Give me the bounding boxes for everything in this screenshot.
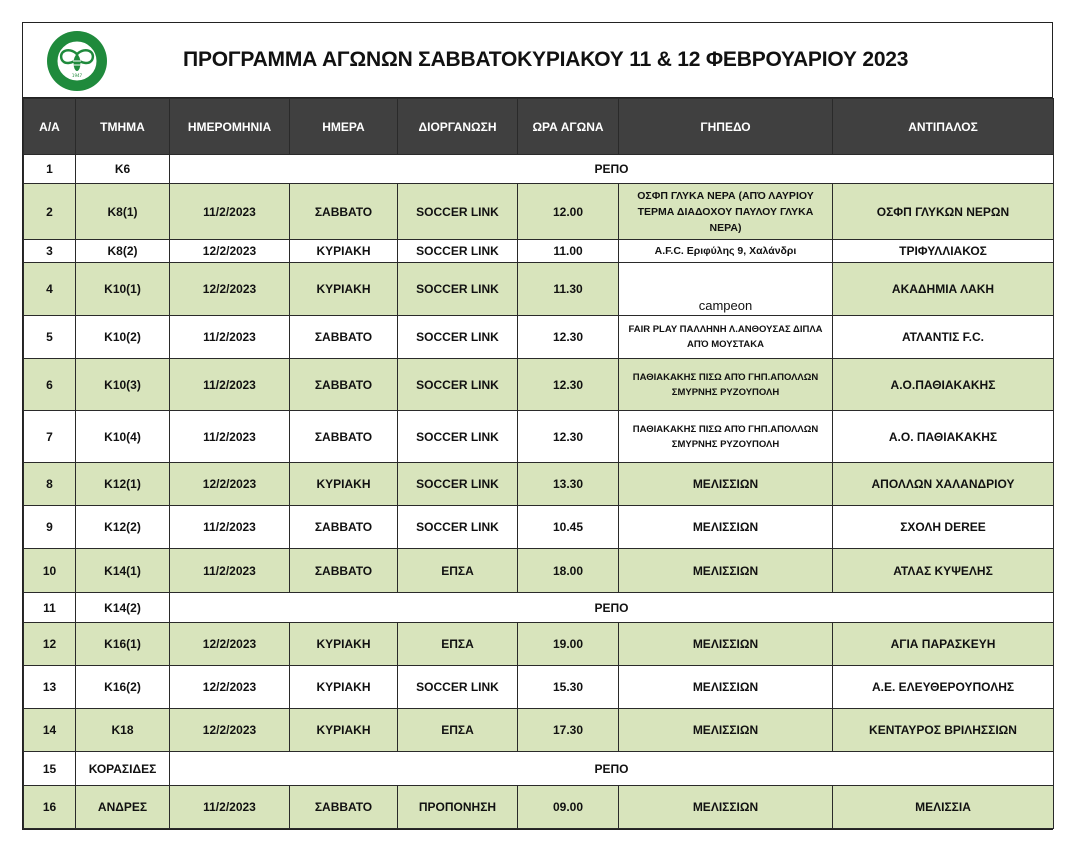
cell-organizer: SOCCER LINK — [398, 666, 518, 709]
cell-team: Κ6 — [76, 155, 170, 184]
cell-time: 17.30 — [518, 709, 619, 752]
cell-opponent: ΤΡΙΦΥΛΛΙΑΚΟΣ — [833, 240, 1054, 263]
cell-time: 11.00 — [518, 240, 619, 263]
cell-time: 12.30 — [518, 359, 619, 411]
cell-date: 11/2/2023 — [170, 786, 290, 829]
cell-team: Κ16(1) — [76, 623, 170, 666]
cell-venue: FAIR PLAY ΠΑΛΛΗΝΗ Λ.ΑΝΘΟΥΣΑΣ ΔΙΠΛΑ ΑΠΌ ΜΟΥΣΤΑΚΑ — [619, 316, 833, 359]
cell-venue: ΜΕΛΙΣΣΙΩΝ — [619, 549, 833, 593]
cell-team: Κ18 — [76, 709, 170, 752]
cell-rest-day: ΡΕΠΟ — [170, 593, 1054, 623]
cell-date: 11/2/2023 — [170, 316, 290, 359]
cell-venue: ΜΕΛΙΣΣΙΩΝ — [619, 506, 833, 549]
table-row — [24, 240, 1054, 263]
cell-time: 12.30 — [518, 316, 619, 359]
cell-opponent: ΑΤΛΑΣ ΚΥΨΕΛΗΣ — [833, 549, 1054, 593]
cell-opponent: ΚΕΝΤΑΥΡΟΣ ΒΡΙΛΗΣΣΙΩΝ — [833, 709, 1054, 752]
cell-team: ΚΟΡΑΣΙΔΕΣ — [76, 752, 170, 786]
cell-aa: 6 — [24, 359, 76, 411]
club-crest-bee-icon — [46, 30, 108, 92]
table-row — [24, 623, 1054, 666]
page-title: ΠΡΟΓΡΑΜΜΑ ΑΓΩΝΩΝ ΣΑΒΒΑΤΟΚΥΡΙΑΚΟΥ 11 & 12 ΦΕΒΡΟΥΑΡΙΟΥ 2023 — [183, 48, 909, 71]
cell-venue: ΜΕΛΙΣΣΙΩΝ — [619, 623, 833, 666]
cell-team: Κ14(2) — [76, 593, 170, 623]
cell-date: 12/2/2023 — [170, 666, 290, 709]
column-header-date: ΗΜΕΡΟΜΗΝΙΑ — [170, 99, 290, 155]
cell-date: 12/2/2023 — [170, 263, 290, 316]
table-row — [24, 316, 1054, 359]
cell-aa: 14 — [24, 709, 76, 752]
schedule-sheet — [22, 22, 1053, 830]
cell-time: 12.00 — [518, 184, 619, 240]
cell-opponent: ΟΣΦΠ ΓΛΥΚΩΝ ΝΕΡΩΝ — [833, 184, 1054, 240]
table-row — [24, 463, 1054, 506]
cell-aa: 4 — [24, 263, 76, 316]
cell-time: 10.45 — [518, 506, 619, 549]
cell-venue: ΠΑΘΙΑΚΑΚΗΣ ΠΙΣΩ ΑΠΌ ΓΗΠ.ΑΠΟΛΛΩΝ ΣΜΥΡΝΗΣ ΡΥΖΟΥΠΟΛΗ — [619, 411, 833, 463]
cell-time: 13.30 — [518, 463, 619, 506]
cell-aa: 3 — [24, 240, 76, 263]
column-header-organizer: ΔΙΟΡΓΑΝΩΣΗ — [398, 99, 518, 155]
cell-team: Κ10(1) — [76, 263, 170, 316]
cell-time: 19.00 — [518, 623, 619, 666]
cell-day: ΣΑΒΒΑΤΟ — [290, 316, 398, 359]
cell-team: Κ12(1) — [76, 463, 170, 506]
cell-opponent: ΑΓΙΑ ΠΑΡΑΣΚΕΥΗ — [833, 623, 1054, 666]
cell-day: ΣΑΒΒΑΤΟ — [290, 549, 398, 593]
table-row — [24, 411, 1054, 463]
cell-team: Κ12(2) — [76, 506, 170, 549]
cell-aa: 13 — [24, 666, 76, 709]
cell-aa: 7 — [24, 411, 76, 463]
cell-opponent: Α.Ο.ΠΑΘΙΑΚΑΚΗΣ — [833, 359, 1054, 411]
table-row — [24, 786, 1054, 829]
cell-venue: ΜΕΛΙΣΣΙΩΝ — [619, 666, 833, 709]
cell-date: 11/2/2023 — [170, 359, 290, 411]
cell-opponent: ΑΤΛΑΝΤΙΣ F.C. — [833, 316, 1054, 359]
table-row — [24, 752, 1054, 786]
cell-organizer: ΕΠΣΑ — [398, 709, 518, 752]
cell-venue: ΟΣΦΠ ΓΛΥΚΑ ΝΕΡΑ (ΑΠΌ ΛΑΥΡΙΟΥ ΤΕΡΜΑ ΔΙΑΔΟΧΟΥ ΠΑΥΛΟΥ ΓΛΥΚΑ ΝΕΡΑ) — [619, 184, 833, 240]
cell-aa: 12 — [24, 623, 76, 666]
cell-rest-day: ΡΕΠΟ — [170, 155, 1054, 184]
cell-venue: ΠΑΘΙΑΚΑΚΗΣ ΠΙΣΩ ΑΠΌ ΓΗΠ.ΑΠΟΛΛΩΝ ΣΜΥΡΝΗΣ ΡΥΖΟΥΠΟΛΗ — [619, 359, 833, 411]
cell-day: ΚΥΡΙΑΚΗ — [290, 709, 398, 752]
cell-day: ΚΥΡΙΑΚΗ — [290, 623, 398, 666]
cell-date: 12/2/2023 — [170, 240, 290, 263]
cell-aa: 2 — [24, 184, 76, 240]
cell-organizer: ΕΠΣΑ — [398, 623, 518, 666]
cell-aa: 16 — [24, 786, 76, 829]
cell-time: 18.00 — [518, 549, 619, 593]
cell-organizer: SOCCER LINK — [398, 359, 518, 411]
cell-date: 12/2/2023 — [170, 709, 290, 752]
cell-aa: 10 — [24, 549, 76, 593]
table-row — [24, 359, 1054, 411]
cell-aa: 9 — [24, 506, 76, 549]
cell-organizer: ΠΡΟΠΟΝΗΣΗ — [398, 786, 518, 829]
cell-opponent: ΑΠΟΛΛΩΝ ΧΑΛΑΝΔΡΙΟΥ — [833, 463, 1054, 506]
cell-venue: ΜΕΛΙΣΣΙΩΝ — [619, 463, 833, 506]
cell-rest-day: ΡΕΠΟ — [170, 752, 1054, 786]
cell-day: ΚΥΡΙΑΚΗ — [290, 240, 398, 263]
column-header-venue: ΓΗΠΕΔΟ — [619, 99, 833, 155]
table-row — [24, 593, 1054, 623]
cell-team: Κ10(3) — [76, 359, 170, 411]
cell-day: ΣΑΒΒΑΤΟ — [290, 359, 398, 411]
table-row — [24, 709, 1054, 752]
cell-day: ΚΥΡΙΑΚΗ — [290, 463, 398, 506]
table-row — [24, 184, 1054, 240]
cell-time: 09.00 — [518, 786, 619, 829]
cell-venue: ΜΕΛΙΣΣΙΩΝ — [619, 786, 833, 829]
table-row — [24, 506, 1054, 549]
cell-opponent: Α.Ο. ΠΑΘΙΑΚΑΚΗΣ — [833, 411, 1054, 463]
cell-organizer: SOCCER LINK — [398, 263, 518, 316]
table-header-row — [24, 99, 1054, 155]
cell-day: ΚΥΡΙΑΚΗ — [290, 263, 398, 316]
cell-date: 11/2/2023 — [170, 506, 290, 549]
cell-opponent: ΣΧΟΛΗ DEREE — [833, 506, 1054, 549]
schedule-table — [23, 98, 1054, 829]
cell-venue: A.F.C. Εριφύλης 9, Χαλάνδρι — [619, 240, 833, 263]
cell-time: 11.30 — [518, 263, 619, 316]
table-row — [24, 155, 1054, 184]
cell-team: Κ10(4) — [76, 411, 170, 463]
cell-team: Κ8(2) — [76, 240, 170, 263]
column-header-time: ΩΡΑ ΑΓΩΝΑ — [518, 99, 619, 155]
cell-team: Κ14(1) — [76, 549, 170, 593]
cell-opponent: ΑΚΑΔΗΜΙΑ ΛΑΚΗ — [833, 263, 1054, 316]
cell-team: ΑΝΔΡΕΣ — [76, 786, 170, 829]
cell-organizer: SOCCER LINK — [398, 411, 518, 463]
table-row — [24, 263, 1054, 316]
cell-venue: ΜΕΛΙΣΣΙΩΝ — [619, 709, 833, 752]
column-header-aa: Α/Α — [24, 99, 76, 155]
cell-organizer: SOCCER LINK — [398, 463, 518, 506]
svg-text:1947: 1947 — [71, 73, 83, 78]
table-row — [24, 549, 1054, 593]
column-header-opponent: ΑΝΤΙΠΑΛΟΣ — [833, 99, 1054, 155]
cell-organizer: SOCCER LINK — [398, 506, 518, 549]
cell-aa: 5 — [24, 316, 76, 359]
cell-time: 15.30 — [518, 666, 619, 709]
cell-date: 12/2/2023 — [170, 623, 290, 666]
cell-date: 11/2/2023 — [170, 184, 290, 240]
cell-date: 11/2/2023 — [170, 411, 290, 463]
cell-aa: 1 — [24, 155, 76, 184]
cell-organizer: SOCCER LINK — [398, 240, 518, 263]
cell-date: 11/2/2023 — [170, 549, 290, 593]
cell-team: Κ16(2) — [76, 666, 170, 709]
cell-organizer: SOCCER LINK — [398, 184, 518, 240]
column-header-day: ΗΜΕΡΑ — [290, 99, 398, 155]
cell-aa: 8 — [24, 463, 76, 506]
cell-date: 12/2/2023 — [170, 463, 290, 506]
cell-day: ΣΑΒΒΑΤΟ — [290, 786, 398, 829]
cell-venue: campeon — [619, 263, 833, 316]
cell-time: 12.30 — [518, 411, 619, 463]
cell-day: ΣΑΒΒΑΤΟ — [290, 184, 398, 240]
table-row — [24, 666, 1054, 709]
cell-team: Κ10(2) — [76, 316, 170, 359]
cell-aa: 11 — [24, 593, 76, 623]
cell-day: ΣΑΒΒΑΤΟ — [290, 411, 398, 463]
column-header-team: ΤΜΗΜΑ — [76, 99, 170, 155]
title-row — [23, 23, 1052, 98]
cell-opponent: Α.Ε. ΕΛΕΥΘΕΡΟΥΠΟΛΗΣ — [833, 666, 1054, 709]
cell-team: Κ8(1) — [76, 184, 170, 240]
cell-organizer: SOCCER LINK — [398, 316, 518, 359]
cell-day: ΚΥΡΙΑΚΗ — [290, 666, 398, 709]
cell-organizer: ΕΠΣΑ — [398, 549, 518, 593]
cell-aa: 15 — [24, 752, 76, 786]
cell-opponent: ΜΕΛΙΣΣΙΑ — [833, 786, 1054, 829]
cell-day: ΣΑΒΒΑΤΟ — [290, 506, 398, 549]
